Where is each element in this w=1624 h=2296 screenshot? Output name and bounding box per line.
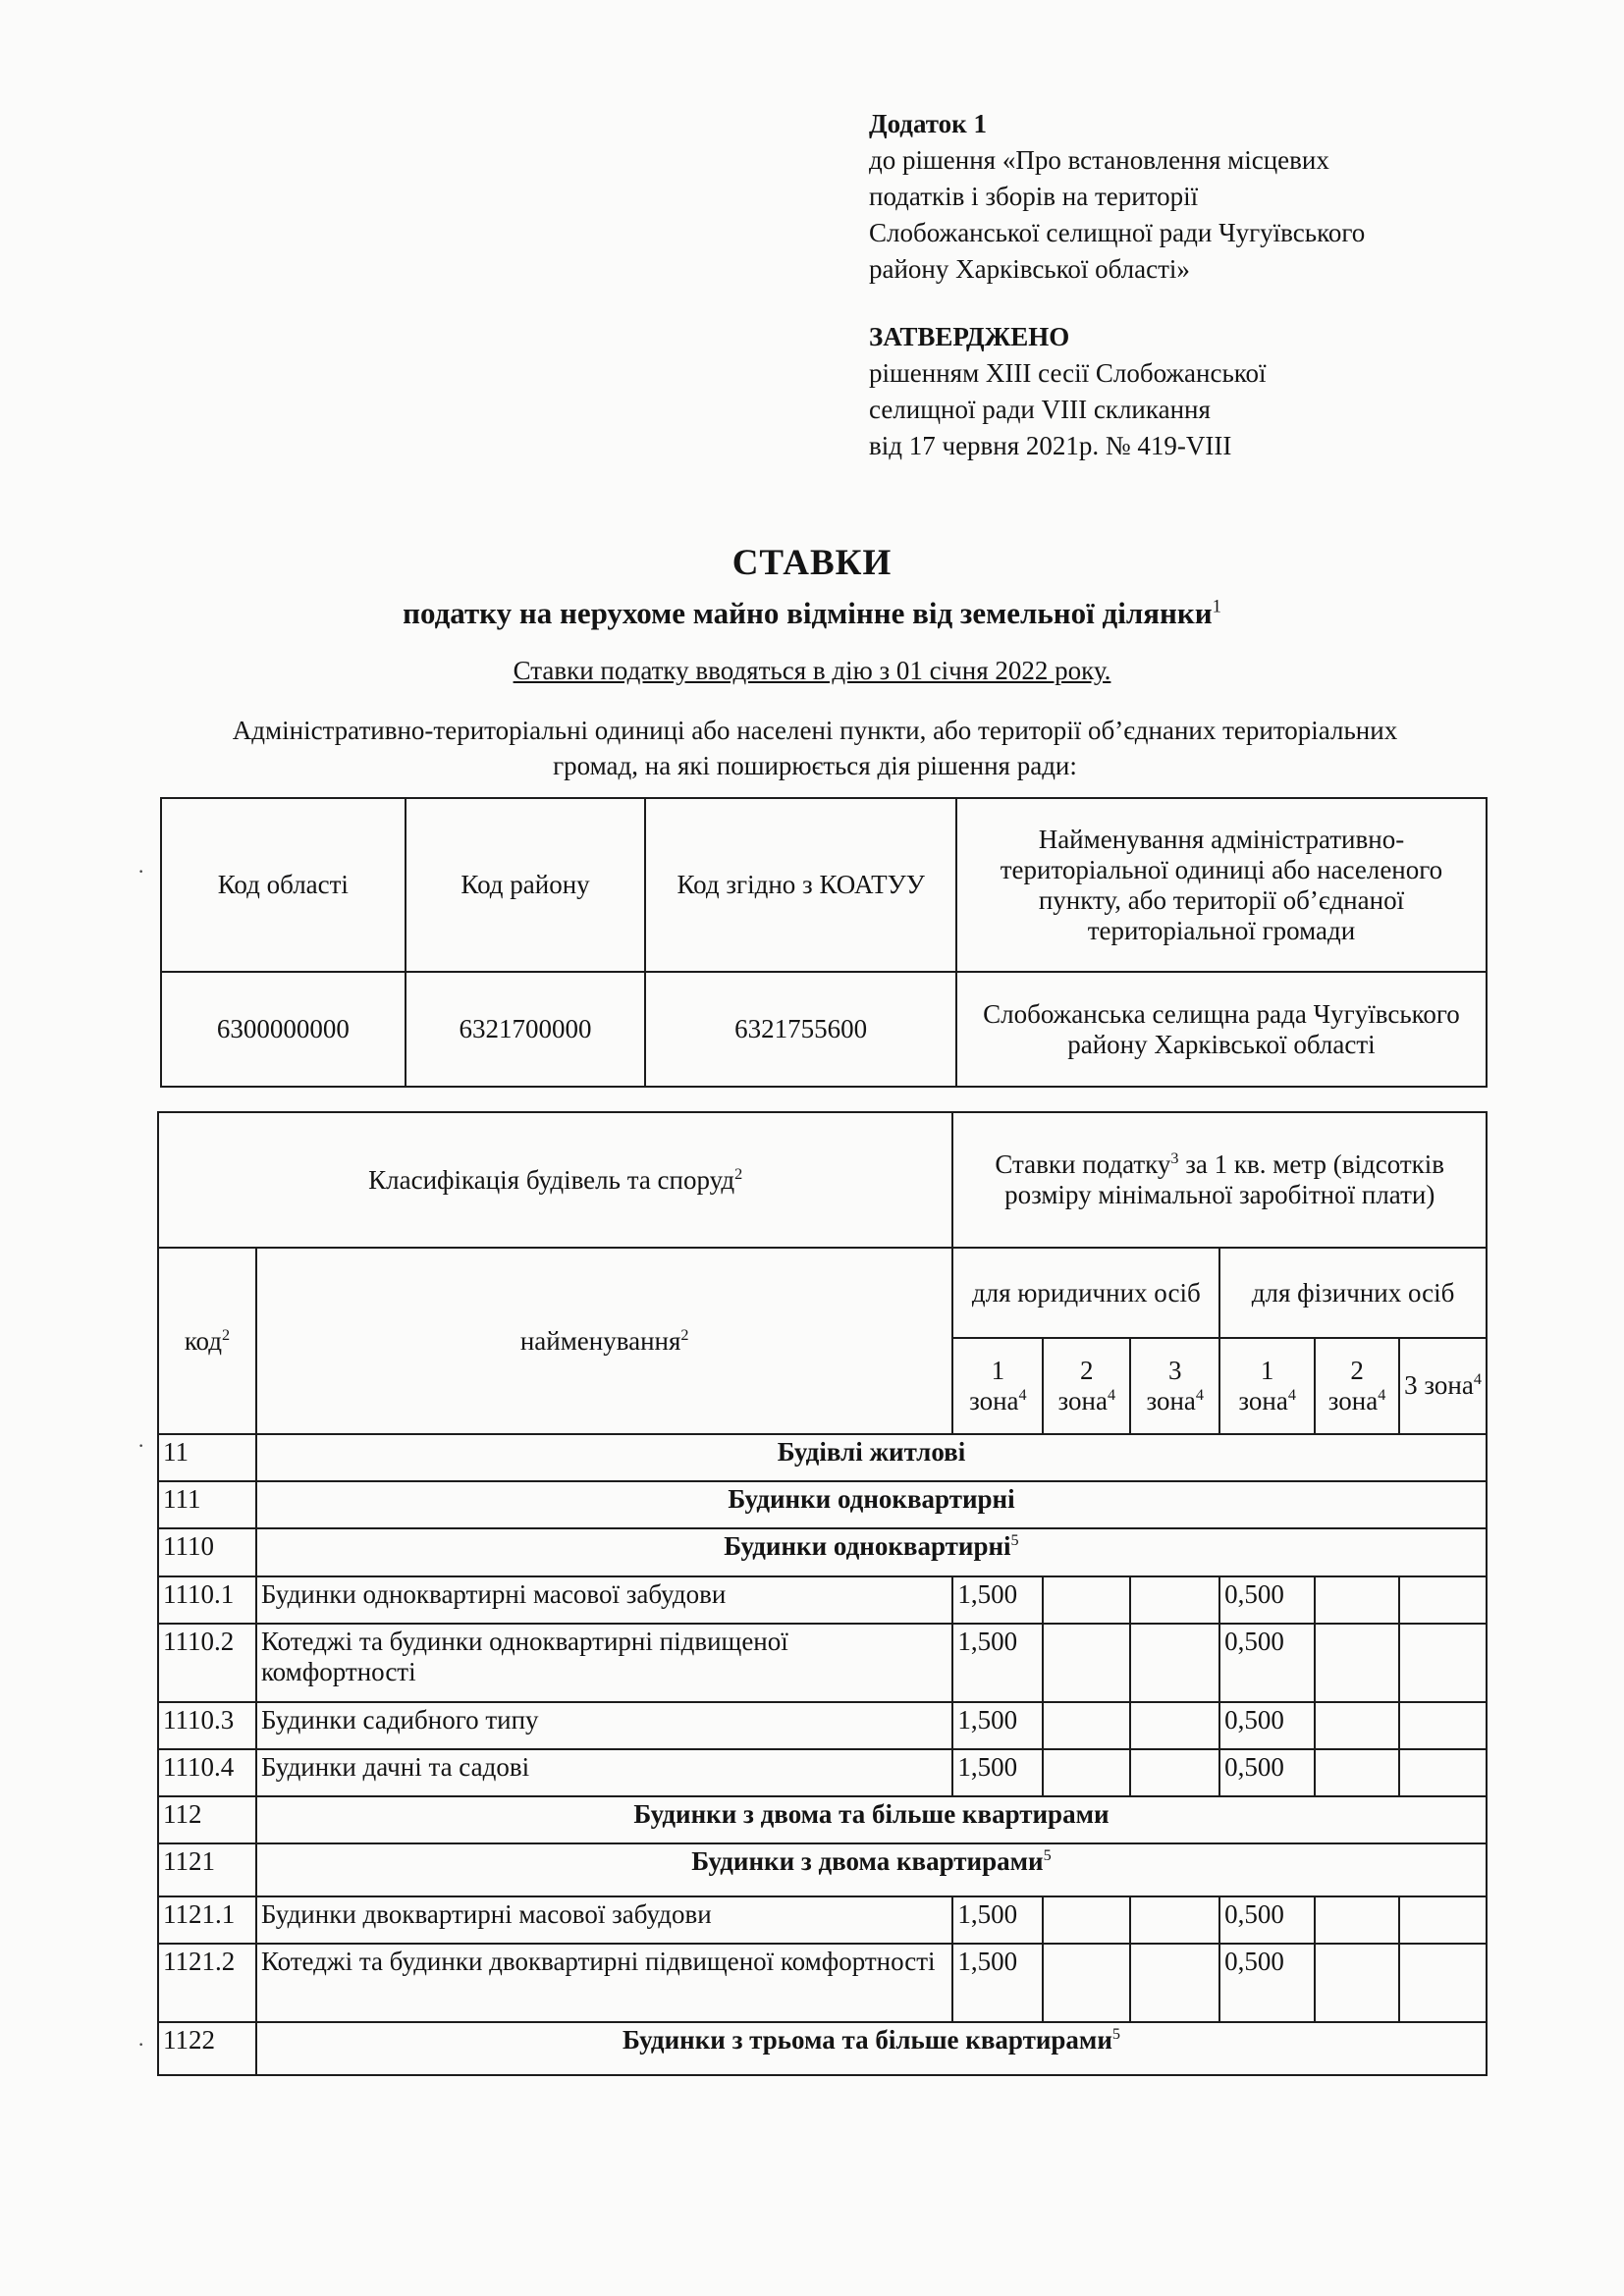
rate-phys-zone3 xyxy=(1399,1702,1487,1749)
section-row xyxy=(158,1481,1487,1528)
section-title: Будинки з двома квартирами$^5$ xyxy=(256,1843,1487,1896)
document-title: СТАВКИ xyxy=(731,543,893,583)
annex-title: Додаток 1 xyxy=(869,109,987,138)
rate-phys-zone1: 0,500 xyxy=(1219,1896,1315,1944)
district-code: 6321700000 xyxy=(406,972,646,1087)
header-zone: 3 зона$^4$ xyxy=(1399,1338,1487,1434)
admin-units-table xyxy=(160,797,1488,1088)
rate-legal-zone2 xyxy=(1043,1896,1130,1944)
rate-phys-zone1: 0,500 xyxy=(1219,1702,1315,1749)
row-code: 1121 xyxy=(158,1843,256,1896)
table-row xyxy=(158,1624,1487,1702)
row-code: 112 xyxy=(158,1796,256,1843)
header-zone: 1 зона$^4$ xyxy=(1219,1338,1315,1434)
header-koatuu-code: Код згідно з КОАТУУ xyxy=(645,798,956,972)
header-district-code: Код району xyxy=(406,798,646,972)
table-header-row xyxy=(158,1248,1487,1338)
rate-legal-zone1: 1,500 xyxy=(952,1576,1043,1624)
row-code: 1110.4 xyxy=(158,1749,256,1796)
rate-phys-zone2 xyxy=(1315,1624,1399,1702)
section-row xyxy=(158,2022,1487,2075)
row-code: 111 xyxy=(158,1481,256,1528)
row-code: 11 xyxy=(158,1434,256,1481)
rate-legal-zone1: 1,500 xyxy=(952,1624,1043,1702)
row-code: 1110.1 xyxy=(158,1576,256,1624)
table-header-row xyxy=(158,1112,1487,1248)
row-name: Котеджі та будинки двоквартирні підвищеної комфортності xyxy=(256,1944,952,2022)
table-row xyxy=(158,1576,1487,1624)
rate-legal-zone3 xyxy=(1130,1749,1219,1796)
table-row xyxy=(158,1944,1487,2022)
row-code: 1110.3 xyxy=(158,1702,256,1749)
section-title: Будівлі житлові xyxy=(256,1434,1487,1481)
section-title: Будинки з трьома та більше квартирами$^5$ xyxy=(256,2022,1487,2075)
rate-legal-zone3 xyxy=(1130,1624,1219,1702)
rate-phys-zone1: 0,500 xyxy=(1219,1749,1315,1796)
rate-legal-zone3 xyxy=(1130,1576,1219,1624)
effective-date: Ставки податку вводяться в дію з 01 січня 2022 року. xyxy=(513,656,1111,685)
header-zone: 2 зона$^4$ xyxy=(1315,1338,1399,1434)
rate-phys-zone3 xyxy=(1399,1624,1487,1702)
rate-phys-zone1: 0,500 xyxy=(1219,1576,1315,1624)
row-name: Котеджі та будинки одноквартирні підвищеної комфортності xyxy=(256,1624,952,1702)
rate-phys-zone1: 0,500 xyxy=(1219,1624,1315,1702)
header-legal-entities: для юридичних осіб xyxy=(952,1248,1219,1338)
section-title: Будинки одноквартирні xyxy=(256,1481,1487,1528)
rate-legal-zone1: 1,500 xyxy=(952,1896,1043,1944)
section-row xyxy=(158,1528,1487,1576)
row-code: 1110 xyxy=(158,1528,256,1576)
table-row xyxy=(158,1749,1487,1796)
koatuu-code: 6321755600 xyxy=(645,972,956,1087)
header-code: код$^2$ xyxy=(158,1248,256,1434)
rate-phys-zone2 xyxy=(1315,1896,1399,1944)
rate-legal-zone2 xyxy=(1043,1944,1130,2022)
annex-line: до рішення «Про встановлення місцевих xyxy=(869,144,1329,175)
rate-phys-zone3 xyxy=(1399,1576,1487,1624)
row-code: 1122 xyxy=(158,2022,256,2075)
header-region-code: Код області xyxy=(161,798,406,972)
rate-legal-zone3 xyxy=(1130,1896,1219,1944)
document-subtitle: податку на нерухоме майно відмінне від земельної ділянки$^1$ xyxy=(403,596,1221,630)
unit-name: Слобожанська селищна рада Чугуївського району Харківської області xyxy=(956,972,1487,1087)
tax-rates-table xyxy=(157,1111,1488,2076)
scan-dot: · xyxy=(137,1433,145,1458)
header-rates: Ставки податку$^3$ за 1 кв. метр (відсотків розміру мінімальної заробітної плати) xyxy=(952,1112,1487,1248)
table-row xyxy=(158,1896,1487,1944)
row-name: Будинки двоквартирні масової забудови xyxy=(256,1896,952,1944)
rate-phys-zone2 xyxy=(1315,1944,1399,2022)
table-header-row xyxy=(161,798,1487,972)
rate-legal-zone3 xyxy=(1130,1944,1219,2022)
annex-line: району Харківської області» xyxy=(869,253,1190,284)
approved-label: ЗАТВЕРДЖЕНО xyxy=(869,321,1070,351)
intro-paragraph: Адміністративно-територіальні одиниці або населені пункти, або території об’єднаних територіальних громад, на які поширюється дія рішення ради: xyxy=(232,716,1398,780)
approved-line: селищної ради VIII скликання xyxy=(869,394,1211,424)
scan-dot: · xyxy=(137,859,145,883)
table-row xyxy=(158,1702,1487,1749)
rate-legal-zone2 xyxy=(1043,1576,1130,1624)
rate-phys-zone2 xyxy=(1315,1749,1399,1796)
section-row xyxy=(158,1843,1487,1896)
header-zone: 1 зона$^4$ xyxy=(952,1338,1043,1434)
row-code: 1110.2 xyxy=(158,1624,256,1702)
approved-line: рішенням XIII сесії Слобожанської xyxy=(869,357,1267,388)
rate-phys-zone2 xyxy=(1315,1576,1399,1624)
table-row xyxy=(161,972,1487,1087)
header-zone: 3 зона$^4$ xyxy=(1130,1338,1219,1434)
row-name: Будинки дачні та садові xyxy=(256,1749,952,1796)
section-title: Будинки одноквартирні$^5$ xyxy=(256,1528,1487,1576)
rate-phys-zone3 xyxy=(1399,1749,1487,1796)
annex-line: податків і зборів на території xyxy=(869,181,1199,211)
section-title: Будинки з двома та більше квартирами xyxy=(256,1796,1487,1843)
section-row xyxy=(158,1434,1487,1481)
row-name: Будинки одноквартирні масової забудови xyxy=(256,1576,952,1624)
row-code: 1121.2 xyxy=(158,1944,256,2022)
region-code: 6300000000 xyxy=(161,972,406,1087)
rate-legal-zone2 xyxy=(1043,1702,1130,1749)
approved-line: від 17 червня 2021р. № 419-VIII xyxy=(869,430,1232,460)
rate-phys-zone2 xyxy=(1315,1702,1399,1749)
rate-phys-zone1: 0,500 xyxy=(1219,1944,1315,2022)
footnote-ref: 1 xyxy=(1212,596,1221,617)
annex-block xyxy=(869,106,1537,464)
row-code: 1121.1 xyxy=(158,1896,256,1944)
section-row xyxy=(158,1796,1487,1843)
header-classification: Класифікація будівель та споруд$^2$ xyxy=(158,1112,952,1248)
rate-legal-zone2 xyxy=(1043,1624,1130,1702)
header-unit-name: Найменування адміністративно-територіальної одиниці або населеного пункту, або території об’єднаної територіальної громади xyxy=(956,798,1487,972)
rate-legal-zone1: 1,500 xyxy=(952,1944,1043,2022)
row-name: Будинки садибного типу xyxy=(256,1702,952,1749)
rate-phys-zone3 xyxy=(1399,1944,1487,2022)
rate-legal-zone3 xyxy=(1130,1702,1219,1749)
rate-phys-zone3 xyxy=(1399,1896,1487,1944)
header-individuals: для фізичних осіб xyxy=(1219,1248,1487,1338)
rate-legal-zone1: 1,500 xyxy=(952,1702,1043,1749)
annex-line: Слобожанської селищної ради Чугуївського xyxy=(869,217,1366,247)
rate-legal-zone1: 1,500 xyxy=(952,1749,1043,1796)
rate-legal-zone2 xyxy=(1043,1749,1130,1796)
header-name: найменування$^2$ xyxy=(256,1248,952,1434)
scan-dot: · xyxy=(137,2032,145,2056)
header-zone: 2 зона$^4$ xyxy=(1043,1338,1130,1434)
